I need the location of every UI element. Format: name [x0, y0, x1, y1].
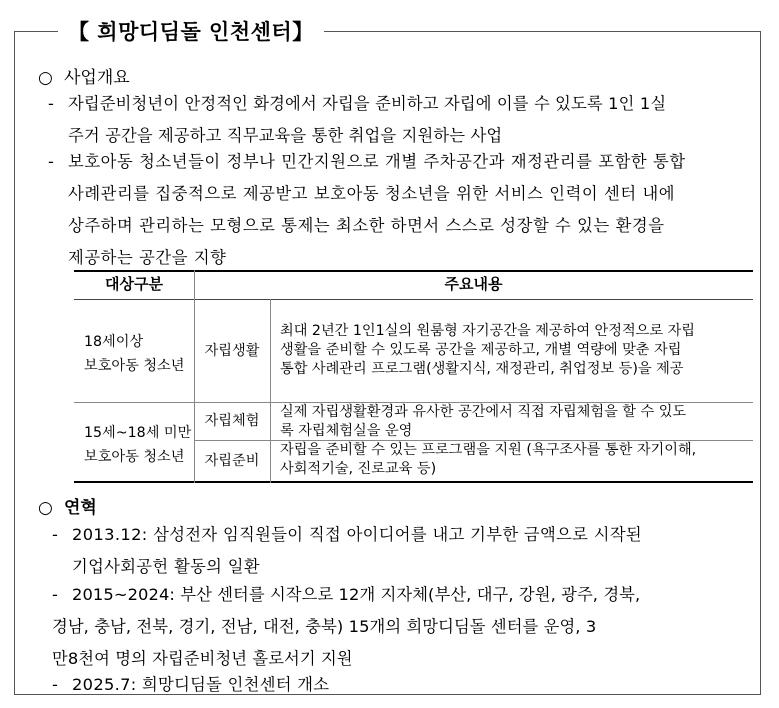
text-line: 주거 공간을 제공하고 직무교육을 통한 취업을 지원하는 사업 [68, 126, 503, 145]
text-line: 2025.7: 희망디딤돌 인천센터 개소 [72, 675, 330, 694]
dash-bullet: - [48, 94, 54, 113]
text-line: 경남, 충남, 전북, 경기, 전남, 대전, 충북) 15개의 희망디딤돌 센터를 운영, 3 [52, 617, 597, 636]
dash-bullet: - [48, 152, 54, 171]
dash-bullet: - [52, 675, 58, 694]
section-history-heading [38, 493, 97, 518]
content-independence-preparation: 자립을 준비할 수 있는 프로그램을 지원 (욕구조사를 통한 자기이해, 사회적기술, 진로교육 등) [280, 442, 697, 477]
section-history-label: 연혁 [64, 498, 97, 518]
text-line: 사례관리를 집중적으로 제공받고 보호아동 청소년을 위한 서비스 인력이 센터 내에 [68, 184, 676, 203]
dash-bullet: - [52, 585, 58, 604]
text-line: 2013.12: 삼성전자 임직원들이 직접 아이디어를 내고 기부한 금액으로 시작된 [72, 525, 642, 544]
target-15-18: 15세~18세 미만 보호아동 청소년 [84, 425, 192, 465]
circle-bullet-icon: ○ [38, 498, 53, 518]
type-independent-living: 자립생활 [204, 343, 260, 359]
type-independence-preparation: 자립준비 [204, 453, 260, 469]
dash-bullet: - [52, 525, 58, 544]
title-wrap [58, 17, 324, 47]
text-line: 상주하며 관리하는 모형으로 통제는 최소한 하면서 스스로 성장할 수 있는 환경을 [68, 216, 665, 235]
text-line: 보호아동 청소년들이 정부나 민간지원으로 개별 주차공간과 재정관리를 포함한 통합 [68, 152, 686, 171]
content-independence-experience: 실제 자립생활환경과 유사한 공간에서 직접 자립체험을 할 수 있도 록 자립체험실을 운영 [280, 404, 687, 439]
text-line: 제공하는 공간을 지향 [68, 248, 227, 267]
section-overview-label: 사업개요 [64, 68, 130, 88]
text-line: 2015~2024: 부산 센터를 시작으로 12개 지자체(부산, 대구, 강원, 광주, 경북, [72, 585, 641, 604]
text-line: 기업사회공헌 활동의 일환 [72, 557, 260, 576]
text-line: 자립준비청년이 안정적인 화경에서 자립을 준비하고 자립에 이를 수 있도록 1인 1실 [68, 94, 667, 113]
header-target: 대상구분 [105, 275, 163, 293]
content-independent-living: 최대 2년간 1인1실의 원룸형 자기공간을 제공하여 안정적으로 자립 생활을 준비할 수 있도록 공간을 제공하고, 개별 역량에 맞춘 자립 통합 사례관리 프로그램(생활지식, 재정관리, 취업정보 등)을 제공 [280, 323, 695, 377]
type-independence-experience: 자립체험 [204, 413, 260, 429]
page-title: 【 희망디딤돌 인천센터】 [68, 20, 314, 44]
text-line: 만8천여 명의 자립준비청년 홀로서기 지원 [52, 649, 353, 668]
target-18-plus: 18세이상 보호아동 청소년 [84, 334, 185, 374]
header-content: 주요내용 [444, 275, 503, 293]
section-overview-heading [38, 63, 130, 88]
program-table [74, 270, 753, 483]
circle-bullet-icon: ○ [38, 68, 53, 88]
